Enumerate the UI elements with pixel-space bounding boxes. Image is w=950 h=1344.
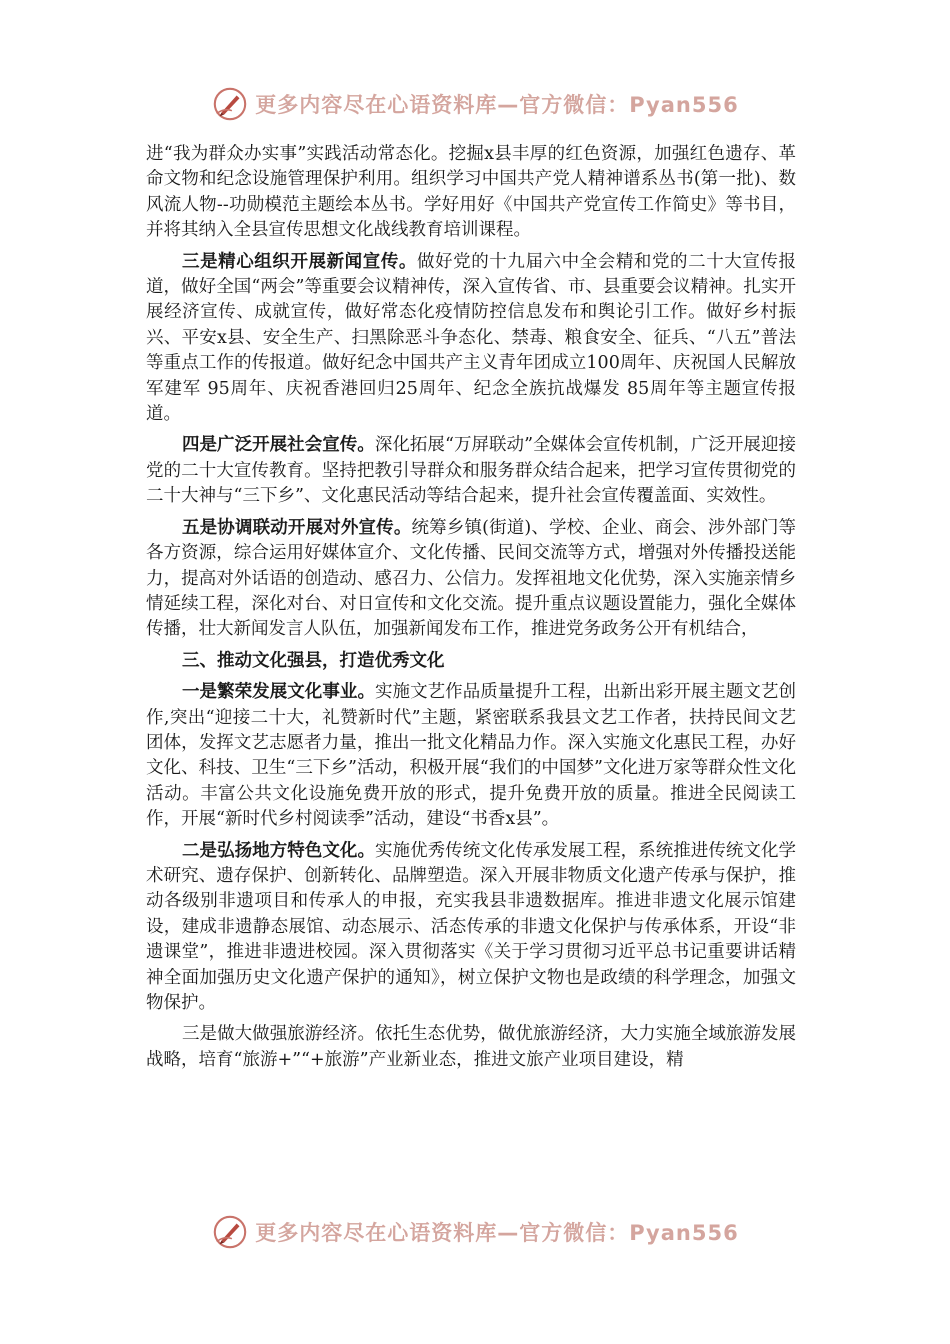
paragraph-cultural-undertakings bbox=[146, 680, 796, 832]
paragraph-social-publicity bbox=[146, 433, 796, 509]
paragraph-news-publicity bbox=[146, 250, 796, 428]
paragraph-body: 三是做大做强旅游经济。依托生态优势，做优旅游经济，大力实施全域旅游发展战略，培育“旅游+”“+旅游”产业新业态，推进文旅产业项目建设，精 bbox=[146, 1024, 796, 1070]
watermark-banner-top bbox=[0, 84, 950, 124]
pen-circle-logo-icon bbox=[211, 85, 249, 123]
paragraph-body: 统筹乡镇(街道)、学校、企业、商会、涉外部门等各方资源，综合运用好媒体宣介、文化传播、民间交流等方式，增强对外传播投送能力，提高对外话语的创造动、感召力、公信力。发挥祖地文化优势，深入实施亲情乡情延续工程，深化对台、对日宣传和文化交流。提升重点议题设置能力，强化全媒体传播，壮大新闻发言人队伍，加强新闻发布工作，推进党务政务公开有机结合， bbox=[146, 517, 796, 640]
paragraph-body: 实施优秀传统文化传承发展工程，系统推进传统文化学术研究、遗存保护、创新转化、品牌塑造。深入开展非物质文化遗产传承与保护，推动各级别非遗项目和传承人的申报，充实我县非遗数据库。推进非遗文化展示馆建设，建成非遗静态展馆、动态展示、活态传承的非遗文化保护与传承体系，开设“非遗课堂”，推进非遗进校园。深入贯彻落实《关于学习贯彻习近平总书记重要讲话精神全面加强历史文化遗产保护的通知》，树立保护文物也是政绩的科学理念，加强文物保护。 bbox=[146, 840, 797, 1013]
paragraph-external-publicity bbox=[146, 516, 796, 643]
document-body bbox=[146, 142, 796, 1073]
paragraph-tourism bbox=[146, 1022, 796, 1073]
paragraph-lead: 一是繁荣发展文化事业。 bbox=[182, 682, 375, 703]
section-heading: 三、推动文化强县，打造优秀文化 bbox=[182, 650, 445, 671]
paragraph-lead: 三是精心组织开展新闻宣传。 bbox=[182, 251, 417, 272]
paragraph-body: 进“我为群众办实事”实践活动常态化。挖掘x县丰厚的红色资源，加强红色遗存、革命文物和纪念设施管理保护利用。组织学习中国共产党人精神谱系丛书(第一批)、数风流人物--功勋模范主题绘本丛书。学好用好《中国共产党宣传工作简史》等书目，并将其纳入全县宣传思想文化战线教育培训课程。 bbox=[146, 144, 796, 241]
paragraph-lead: 五是协调联动开展对外宣传。 bbox=[182, 517, 412, 538]
paragraph-body: 实施文艺作品质量提升工程，出新出彩开展主题文艺创作,突出“迎接二十大，礼赞新时代”主题，紧密联系我县文艺工作者，扶持民间文艺团体，发挥文艺志愿者力量，推出一批文化精品力作。深入实施文化惠民工程，办好文化、科技、卫生“三下乡”活动，积极开展“我们的中国梦”文化进万家等群众性文化活动。丰富公共文化设施免费开放的形式，提升免费开放的质量。推进全民阅读工作，开展“新时代乡村阅读季”活动，建设“书香x县”。 bbox=[146, 682, 797, 830]
watermark-text: 更多内容尽在心语资料库—官方微信：Pyan556 bbox=[255, 1221, 739, 1245]
paragraph-body: 深化拓展“万屏联动”全媒体会宣传机制，广泛开展迎接党的二十大宣传教育。坚持把教引导群众和服务群众结合起来，把学习宣传贯彻党的二十大神与“三下乡”、文化惠民活动等结合起来，提升社会宣传覆盖面、实效性。 bbox=[146, 435, 796, 507]
paragraph-lead: 四是广泛开展社会宣传。 bbox=[182, 435, 375, 456]
paragraph-local-culture bbox=[146, 839, 796, 1017]
watermark-banner-bottom bbox=[0, 1212, 950, 1252]
watermark-text: 更多内容尽在心语资料库—官方微信：Pyan556 bbox=[255, 93, 739, 117]
section-heading-culture bbox=[146, 649, 796, 674]
paragraph-body: 做好党的十九届六中全会精和党的二十大宣传报道，做好全国“两会”等重要会议精神传，深入宣传省、市、县重要会议精神。扎实开展经济宣传、成就宣传，做好常态化疫情防控信息发布和舆论引工作。做好乡村振兴、平安x县、安全生产、扫黑除恶斗争态化、禁毒、粮食安全、征兵、“八五”普法等重点工作的传报道。做好纪念中国共产主义青年团成立100周年、庆祝国人民解放军建军 95周年、庆祝香港回归25周年、纪念全族抗战爆发 85周年等主题宣传报道。 bbox=[146, 251, 796, 425]
paragraph-lead: 二是弘扬地方特色文化。 bbox=[182, 840, 375, 861]
pen-circle-logo-icon bbox=[211, 1213, 249, 1251]
paragraph-1 bbox=[146, 142, 796, 244]
